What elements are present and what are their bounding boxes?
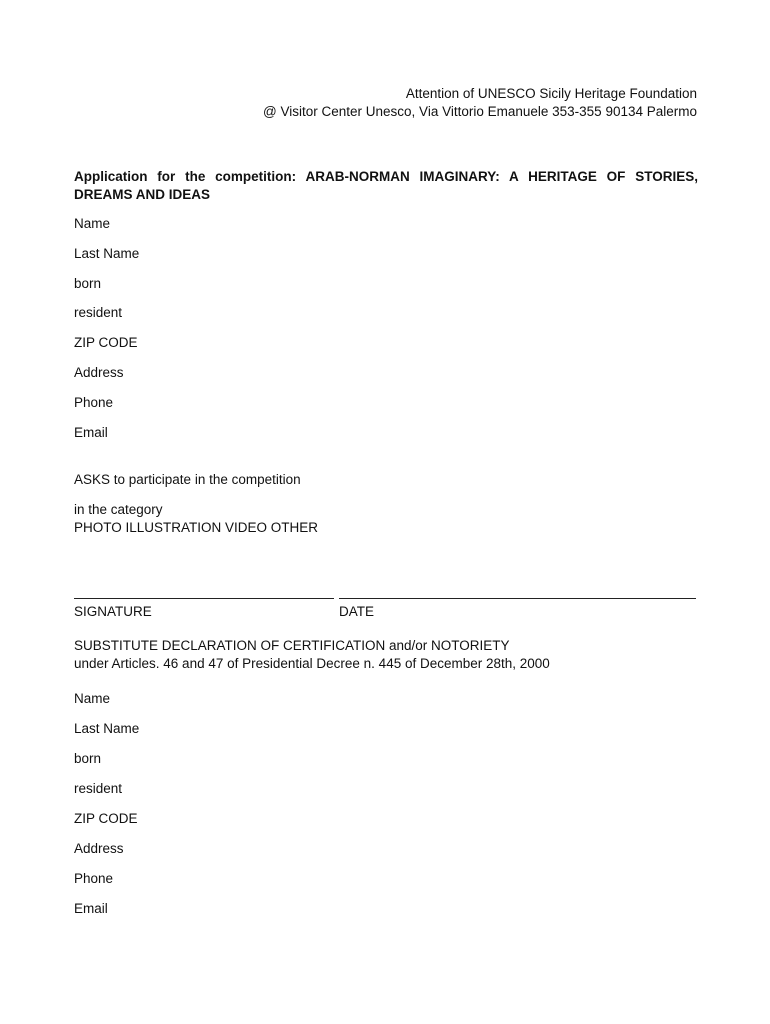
- date-line: [339, 598, 696, 599]
- field-last-name: Last Name: [74, 246, 140, 261]
- asks-statement: ASKS to participate in the competition: [74, 472, 301, 487]
- field-email: Email: [74, 425, 108, 440]
- declaration-field-last-name: Last Name: [74, 721, 140, 736]
- recipient-line-2: @ Visitor Center Unesco, Via Vittorio Emanuele 353-355 90134 Palermo: [263, 104, 697, 119]
- category-options: PHOTO ILLUSTRATION VIDEO OTHER: [74, 520, 319, 535]
- declaration-title: SUBSTITUTE DECLARATION OF CERTIFICATION and/or NOTORIETY: [74, 638, 510, 653]
- declaration-field-resident: resident: [74, 781, 123, 796]
- signature-label: SIGNATURE: [74, 604, 152, 619]
- declaration-field-address: Address: [74, 841, 124, 856]
- field-born: born: [74, 276, 102, 291]
- field-resident: resident: [74, 305, 123, 320]
- date-label: DATE: [339, 604, 375, 619]
- declaration-field-zip-code: ZIP CODE: [74, 811, 138, 826]
- recipient-line-1: Attention of UNESCO Sicily Heritage Foundation: [405, 86, 697, 101]
- field-zip-code: ZIP CODE: [74, 335, 138, 350]
- field-address: Address: [74, 365, 124, 380]
- declaration-field-name: Name: [74, 691, 111, 706]
- application-heading: Application for the competition: ARAB-NORMAN IMAGINARY: A HERITAGE OF STORIES, DREAMS AND IDEAS: [74, 169, 698, 202]
- signature-line: [74, 598, 334, 599]
- declaration-field-born: born: [74, 751, 102, 766]
- declaration-field-email: Email: [74, 901, 108, 916]
- category-label: in the category: [74, 502, 163, 517]
- field-name: Name: [74, 216, 111, 231]
- declaration-subtitle: under Articles. 46 and 47 of Presidential Decree n. 445 of December 28th, 2000: [74, 656, 550, 671]
- declaration-field-phone: Phone: [74, 871, 114, 886]
- field-phone: Phone: [74, 395, 114, 410]
